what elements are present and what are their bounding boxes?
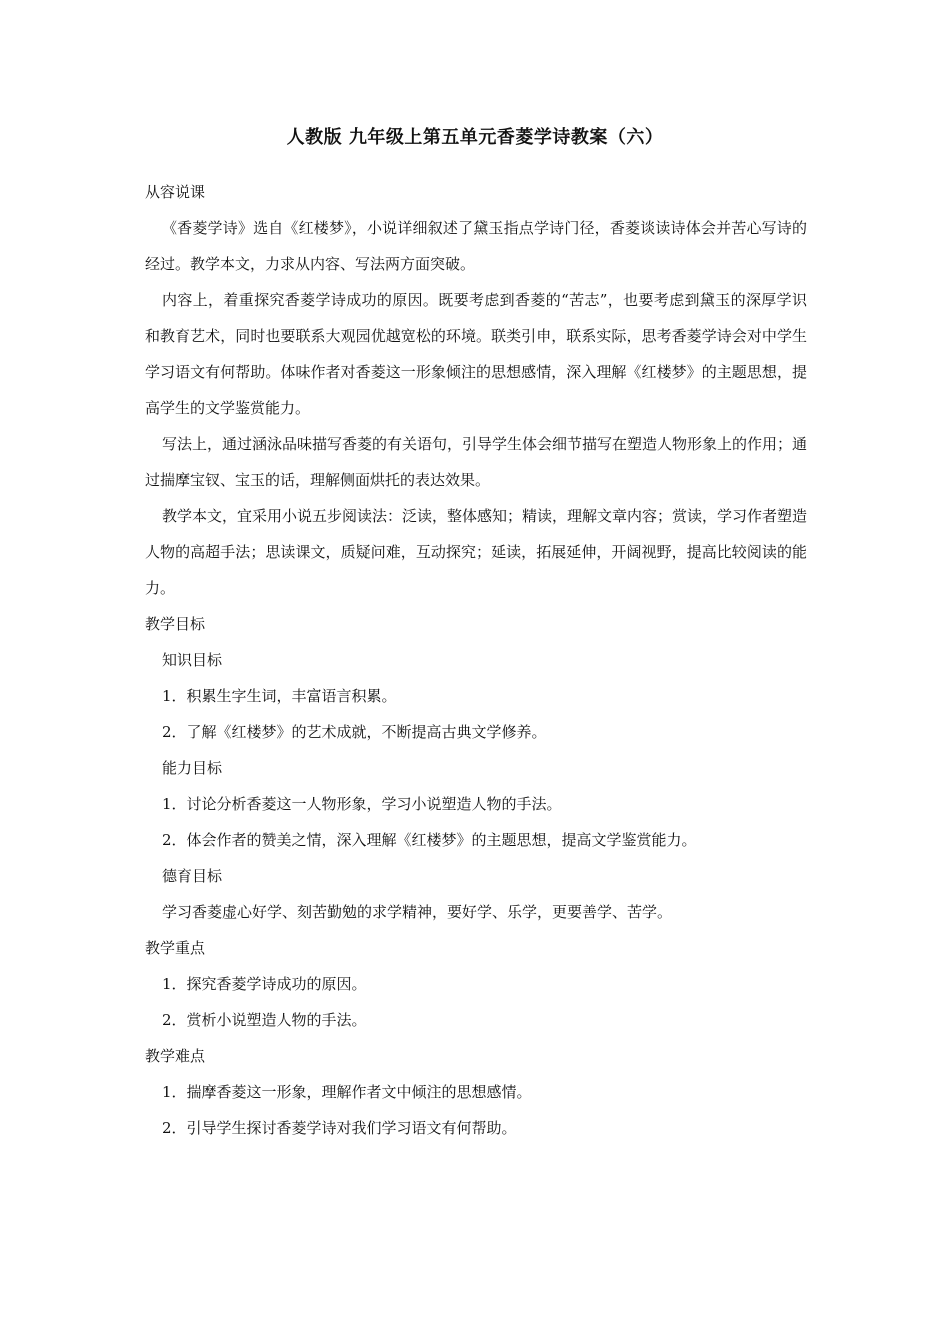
intro-paragraph: 《香菱学诗》选自《红楼梦》，小说详细叙述了黛玉指点学诗门径，香菱谈读诗体会并苦心写诗的经过。教学本文，力求从内容、写法两方面突破。 (145, 219, 807, 273)
subheading-ability: 能力目标 (162, 759, 223, 777)
list-item: 1．探究香菱学诗成功的原因。 (162, 975, 367, 993)
intro-paragraph: 写法上，通过涵泳品味描写香菱的有关语句，引导学生体会细节描写在塑造人物形象上的作用；通过揣摩宝钗、宝玉的话，理解侧面烘托的表达效果。 (145, 435, 808, 489)
list-item: 2．赏析小说塑造人物的手法。 (162, 1011, 367, 1029)
section-heading-focus: 教学重点 (145, 939, 206, 957)
section-heading-intro: 从容说课 (145, 183, 206, 201)
list-item: 1．揣摩香菱这一形象，理解作者文中倾注的思想感情。 (162, 1083, 532, 1101)
list-item: 2．体会作者的赞美之情，深入理解《红楼梦》的主题思想，提高文学鉴赏能力。 (162, 831, 697, 849)
document-title: 人教版 九年级上第五单元香菱学诗教案（六） (286, 127, 664, 148)
subheading-moral: 德育目标 (162, 867, 223, 885)
intro-paragraph: 内容上，着重探究香菱学诗成功的原因。既要考虑到香菱的“苦志”，也要考虑到黛玉的深厚学识和教育艺术，同时也要联系大观园优越宽松的环境。联类引申，联系实际，思考香菱学诗会对中学生学习语文有何帮助。体味作者对香菱这一形象倾注的思想感情，深入理解《红楼梦》的主题思想，提高学生的文学鉴赏能力。 (145, 291, 807, 417)
list-item: 2．了解《红楼梦》的艺术成就，不断提高古典文学修养。 (162, 723, 547, 741)
list-item: 1．讨论分析香菱这一人物形象，学习小说塑造人物的手法。 (162, 795, 562, 813)
section-heading-difficulty: 教学难点 (145, 1047, 206, 1065)
subheading-knowledge: 知识目标 (162, 651, 223, 669)
document-body (145, 174, 807, 1146)
section-heading-goals: 教学目标 (145, 615, 206, 633)
list-item: 1．积累生字生词，丰富语言积累。 (162, 687, 397, 705)
list-item: 2．引导学生探讨香菱学诗对我们学习语文有何帮助。 (162, 1119, 517, 1137)
moral-goal-text: 学习香菱虚心好学、刻苦勤勉的求学精神，要好学、乐学，更要善学、苦学。 (162, 903, 673, 921)
intro-paragraph: 教学本文，宜采用小说五步阅读法：泛读，整体感知；精读，理解文章内容；赏读，学习作者塑造人物的高超手法；思读课文，质疑问难，互动探究；延读，拓展延伸，开阔视野，提高比较阅读的能力。 (145, 507, 808, 597)
